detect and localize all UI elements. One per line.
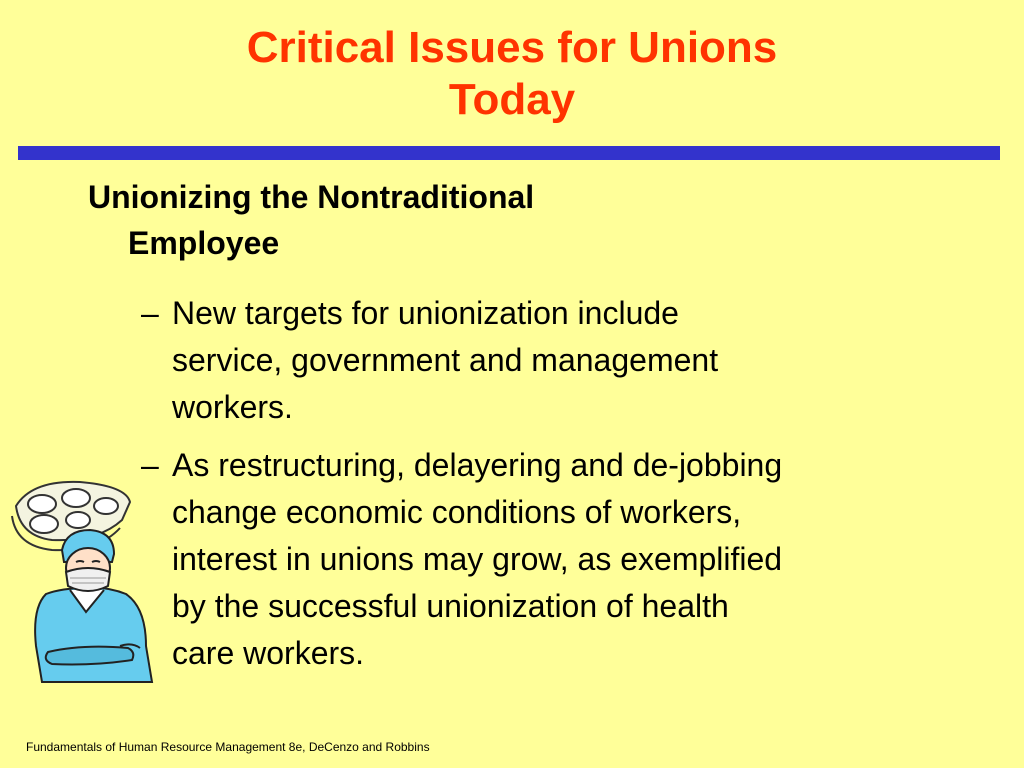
sub-bullet xyxy=(141,442,783,677)
sub-bullet-line: workers. xyxy=(172,389,293,425)
surgeon-with-operating-lamp-icon xyxy=(2,476,162,686)
sub-bullet xyxy=(141,290,719,431)
main-bullet xyxy=(88,174,788,266)
sub-bullet-line: by the successful unionization of health xyxy=(172,588,729,624)
bullet-dash: – xyxy=(141,295,159,331)
footer-citation: Fundamentals of Human Resource Management 8e, DeCenzo and Robbins xyxy=(26,740,430,754)
surgeon-icon xyxy=(35,530,152,682)
sub-bullet-line: change economic conditions of workers, xyxy=(172,494,742,530)
bullet-dash: – xyxy=(141,447,159,483)
main-bullet-line-2: Employee xyxy=(128,225,280,261)
sub-bullet-line: care workers. xyxy=(172,635,365,671)
slide-title xyxy=(0,22,1024,126)
sub-bullet-line: As restructuring, delayering and de-jobbing xyxy=(172,447,783,483)
sub-bullet-line: New targets for unionization include xyxy=(172,295,679,331)
main-bullet-line-1: Unionizing the Nontraditional xyxy=(88,179,535,215)
sub-bullet-line: service, government and management xyxy=(172,342,719,378)
slide-title-line-1: Critical Issues for Unions xyxy=(246,23,778,72)
slide-title-line-2: Today xyxy=(448,75,576,124)
sub-bullet-line: interest in unions may grow, as exemplified xyxy=(172,541,783,577)
title-divider xyxy=(18,146,1000,160)
